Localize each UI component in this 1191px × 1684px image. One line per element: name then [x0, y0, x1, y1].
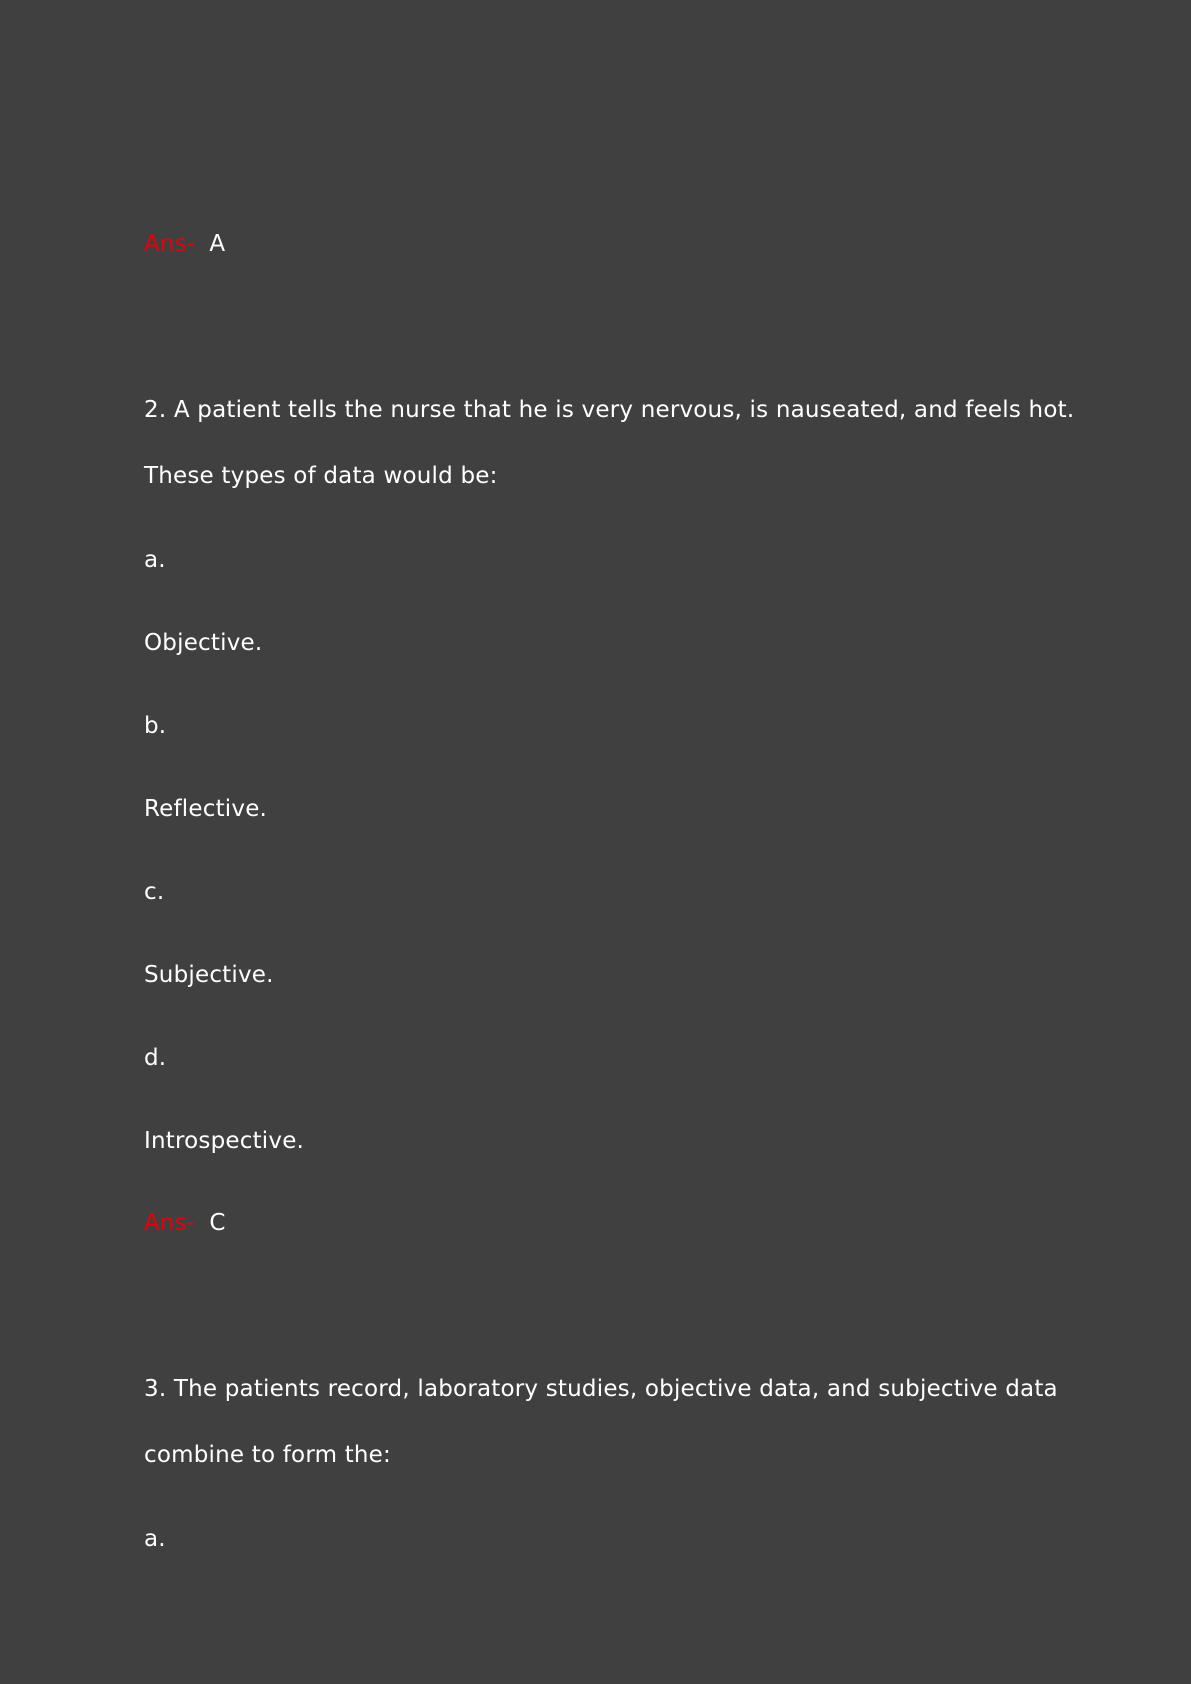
option-c-text: Subjective. — [144, 962, 274, 988]
answer-2 — [144, 1208, 226, 1238]
question-3-option-a-letter: a. — [144, 1526, 166, 1552]
option-d-letter: d. — [144, 1045, 167, 1071]
option-d-text: Introspective. — [144, 1128, 305, 1154]
answer-value: C — [209, 1210, 226, 1236]
option-b-text: Reflective. — [144, 796, 268, 822]
option-a-text: Objective. — [144, 630, 263, 656]
answer-label: Ans- — [144, 231, 196, 257]
question-2-text-line-2: These types of data would be: — [144, 463, 498, 489]
question-3-text-line-2: combine to form the: — [144, 1442, 391, 1468]
question-2-text-line-1: 2. A patient tells the nurse that he is very nervous, is nauseated, and feels hot. — [144, 397, 1075, 423]
option-c-letter: c. — [144, 879, 165, 905]
option-b-letter: b. — [144, 713, 167, 739]
question-3-text-line-1: 3. The patients record, laboratory studies, objective data, and subjective data — [144, 1376, 1058, 1402]
option-a-letter: a. — [144, 547, 166, 573]
answer-value: A — [209, 231, 226, 257]
answer-label: Ans- — [144, 1210, 196, 1236]
answer-1 — [144, 229, 225, 259]
